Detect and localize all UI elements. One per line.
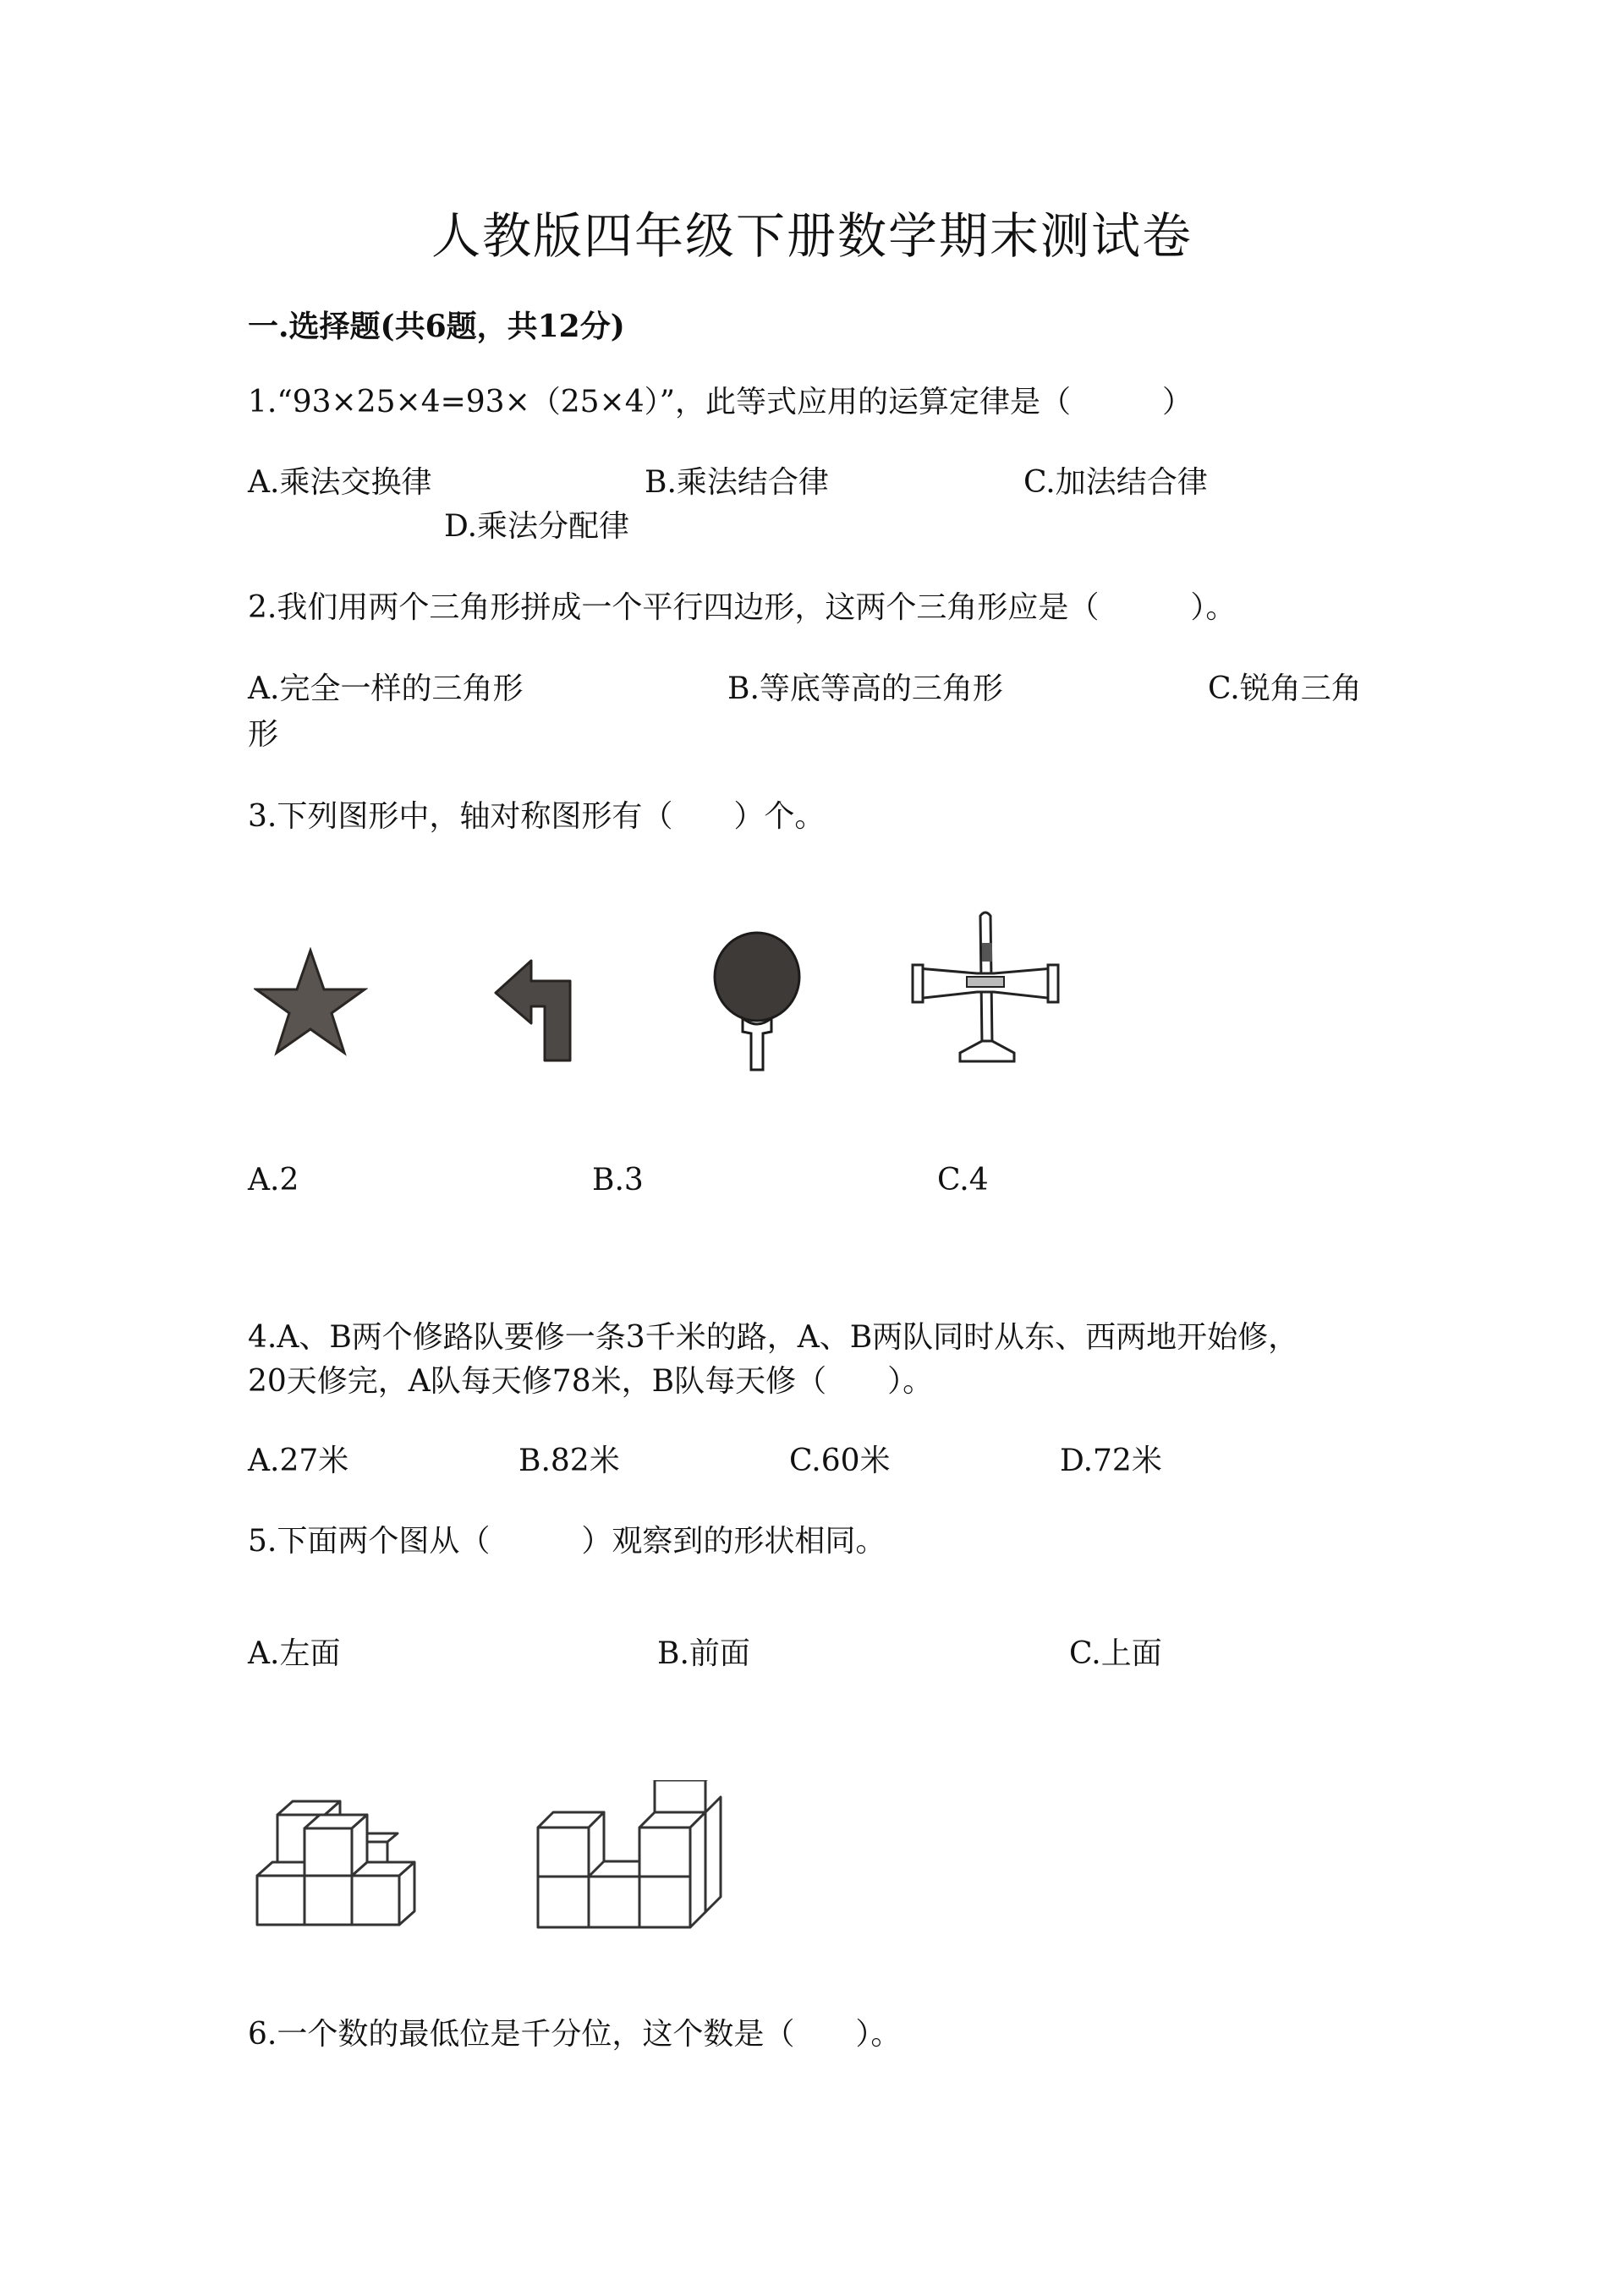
question-4-option-d[interactable]: D.72米 [1060, 1444, 1162, 1478]
question-3-stem: 3.下列图形中，轴对称图形有（ ）个。 [248, 799, 826, 834]
ping-pong-paddle-icon [710, 930, 804, 1074]
section-heading: 一.选择题(共6题，共12分) [248, 309, 625, 344]
question-5-stem: 5.下面两个图从（ ）观察到的形状相同。 [248, 1524, 886, 1559]
page-title: 人教版四年级下册数学期末测试卷 [431, 207, 1193, 265]
question-4-stem-line-2: 20天修完，A队每天修78米，B队每天修（ ）。 [248, 1364, 934, 1399]
question-2-stem: 2.我们用两个三角形拼成一个平行四边形，这两个三角形应是（ ）。 [248, 590, 1237, 625]
question-4-stem-line-1: 4.A、B两个修路队要修一条3千米的路，A、B两队同时从东、西两地开始修， [248, 1320, 1299, 1355]
question-4-option-a[interactable]: A.27米 [248, 1444, 349, 1478]
cube-stack-left-icon [254, 1784, 423, 1928]
question-5-option-a[interactable]: A.左面 [248, 1636, 341, 1671]
question-1-option-b[interactable]: B.乘法结合律 [645, 465, 829, 500]
star-icon [254, 947, 368, 1057]
question-1-option-d[interactable]: D.乘法分配律 [444, 509, 630, 544]
question-2-option-c-continued: 形 [248, 717, 279, 752]
question-1-option-c[interactable]: C.加法结合律 [1023, 465, 1208, 500]
cube-stack-right-icon [533, 1780, 736, 1932]
question-3-option-a[interactable]: A.2 [248, 1163, 299, 1197]
question-4-option-b[interactable]: B.82米 [518, 1444, 620, 1478]
question-2-option-b[interactable]: B.等底等高的三角形 [727, 671, 1003, 706]
question-4-option-c[interactable]: C.60米 [789, 1444, 891, 1478]
question-3-option-b[interactable]: B.3 [592, 1163, 644, 1197]
question-5-option-b[interactable]: B.前面 [657, 1636, 750, 1671]
question-6-stem: 6.一个数的最低位是千分位，这个数是（ ）。 [248, 2017, 902, 2052]
question-5-option-c[interactable]: C.上面 [1069, 1636, 1162, 1671]
question-2-option-c[interactable]: C.锐角三角 [1208, 671, 1362, 706]
question-1-stem: 1.“93×25×4=93×（25×4）”，此等式应用的运算定律是（ ） [248, 385, 1193, 419]
question-3-option-c[interactable]: C.4 [937, 1163, 989, 1197]
question-2-option-a[interactable]: A.完全一样的三角形 [248, 671, 524, 706]
turn-arrow-icon [491, 956, 579, 1066]
question-1-option-a[interactable]: A.乘法交换律 [248, 465, 432, 500]
airplane-icon [909, 909, 1062, 1070]
